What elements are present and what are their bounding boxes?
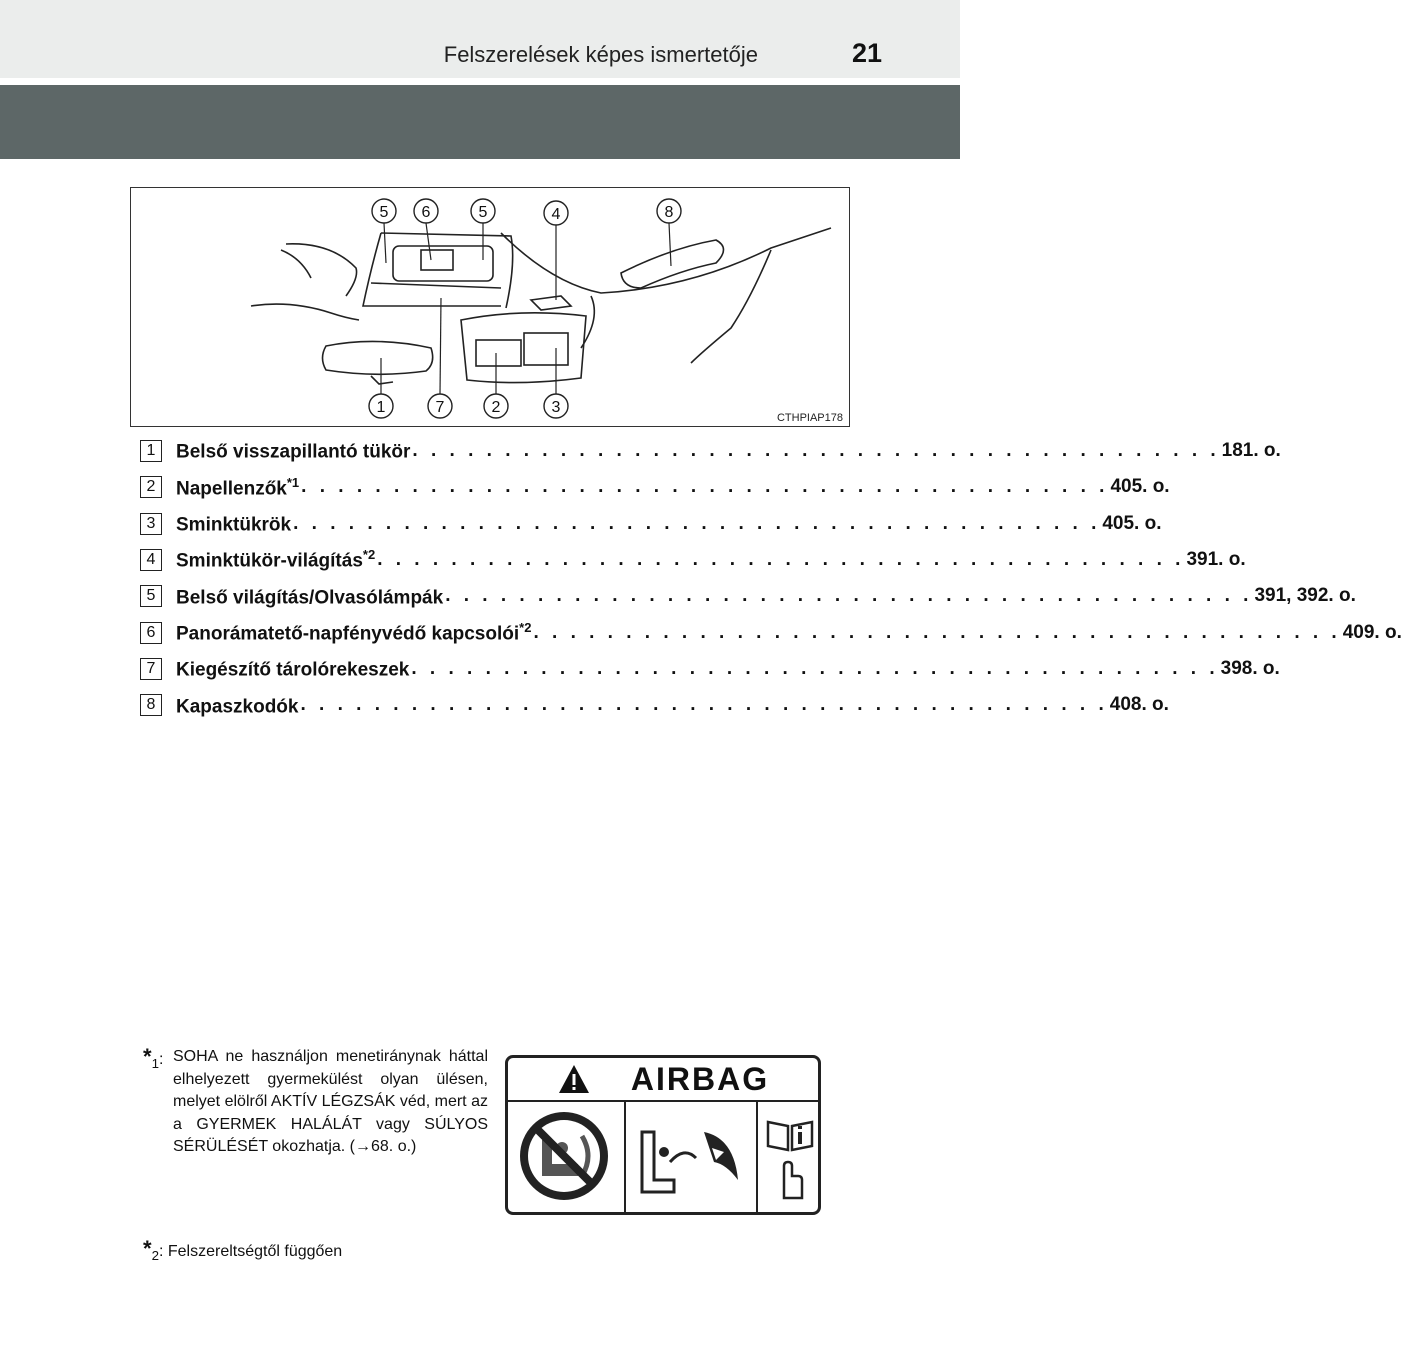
item-list <box>140 433 1402 723</box>
footnote-1-text: SOHA ne használjon menetiránynak háttal elhelyezett gyermekülést olyan ülésen, melyet elölről AKTÍV LÉGZSÁK véd, mert az a GYERMEK HALÁLÁT vagy SÚLYOS SÉRÜLÉSÉT okozhatja. (→68. o.) <box>173 1048 488 1155</box>
leader-dots: . . . . . . . . . . . . . . . . . . . . . . . . . . . . . . . . . . . . . . . . . . . . <box>301 476 1109 498</box>
item-label: Kiegészítő tárolórekeszek <box>176 659 410 681</box>
list-item <box>140 433 1281 469</box>
leader-dots: . . . . . . . . . . . . . . . . . . . . . . . . . . . . . . . . . . . . . . . . . . . . <box>300 694 1108 716</box>
airbag-label-header <box>508 1058 818 1102</box>
page-number: 21 <box>851 38 882 68</box>
airbag-label-cells <box>508 1102 818 1214</box>
item-number: 7 <box>140 658 162 680</box>
item-label: Sminktükrök <box>176 514 292 536</box>
item-label: Kapaszkodók <box>176 695 299 717</box>
footnote-1 <box>143 1046 488 1159</box>
leader-dots: . . . . . . . . . . . . . . . . . . . . . . . . . . . . . . . . . . . . . . . . . . . . <box>411 657 1219 679</box>
item-number: 1 <box>140 440 162 462</box>
item-number: 8 <box>140 694 162 716</box>
item-page[interactable]: 405. o. <box>1110 476 1170 498</box>
item-label: Sminktükör-világítás$^{*2}$ <box>176 547 376 572</box>
item-number: 4 <box>140 549 162 571</box>
list-item <box>140 469 1170 505</box>
item-page[interactable]: 409. o. <box>1342 621 1402 643</box>
leader-dots: . . . . . . . . . . . . . . . . . . . . . . . . . . . . . . . . . . . . . . . . . . . . <box>445 585 1253 607</box>
warning-triangle-icon <box>557 1063 591 1095</box>
figure-code: CTHPIAP178 <box>776 412 843 424</box>
item-label: Napellenzők$^{*1}$ <box>176 474 300 500</box>
item-page[interactable]: 391. o. <box>1186 549 1246 571</box>
callout-1: 1 <box>376 399 386 416</box>
callout-3: 3 <box>551 399 561 416</box>
callout-4: 4 <box>551 206 561 223</box>
leader-dots: . . . . . . . . . . . . . . . . . . . . . . . . . . . . . . . . . . . . . . . . . . . . <box>377 549 1185 571</box>
item-page[interactable]: 408. o. <box>1109 694 1169 716</box>
no-rear-facing-child-seat-icon <box>508 1102 624 1214</box>
item-number: 2 <box>140 476 162 498</box>
item-label: Belső világítás/Olvasólámpák <box>176 587 444 608</box>
section-band <box>0 85 960 159</box>
airbag-word: AIRBAG <box>630 1060 770 1097</box>
callout-6: 6 <box>421 204 431 221</box>
item-page[interactable]: 391, 392. o. <box>1254 585 1356 607</box>
list-item <box>140 578 1356 614</box>
callout-8: 8 <box>664 204 674 221</box>
item-label: Panorámatető-napfényvédő kapcsolói$^{*2}$ <box>176 619 532 645</box>
list-item <box>140 651 1280 687</box>
airbag-warning-label <box>505 1055 821 1215</box>
item-number: 5 <box>140 585 162 607</box>
leader-dots: . . . . . . . . . . . . . . . . . . . . . . . . . . . . . . . . . . . . . . . . . . . . <box>533 621 1341 643</box>
list-item <box>140 614 1402 650</box>
callout-2: 2 <box>491 399 501 416</box>
item-page[interactable]: 181. o. <box>1221 440 1281 462</box>
item-label: Belső visszapillantó tükör <box>176 441 411 463</box>
item-number: 3 <box>140 513 162 535</box>
footnote-1-mark: $*_1$: <box>143 1044 164 1072</box>
list-item <box>140 542 1246 578</box>
list-item <box>140 687 1169 723</box>
child-seat-airbag-cell <box>626 1102 758 1214</box>
header-title: Felszerelések képes ismertetője <box>443 42 758 67</box>
item-page[interactable]: 405. o. <box>1102 512 1162 534</box>
item-number: 6 <box>140 622 162 644</box>
callout-7: 7 <box>435 399 445 416</box>
manual-info-icon <box>758 1102 822 1214</box>
interior-figure <box>130 187 850 427</box>
child-seat-airbag-icon <box>626 1102 756 1214</box>
footnote-2: $*_2$: Felszereltségtől függően <box>143 1236 343 1264</box>
list-item <box>140 506 1162 542</box>
leader-dots: . . . . . . . . . . . . . . . . . . . . . . . . . . . . . . . . . . . . . . . . . . . . <box>293 512 1101 534</box>
callout-5b: 5 <box>478 204 488 221</box>
item-page[interactable]: 398. o. <box>1220 657 1280 679</box>
footnote-2-text: Felszereltségtől függően <box>167 1243 343 1260</box>
interior-illustration <box>131 188 851 428</box>
callout-5a: 5 <box>379 204 389 221</box>
no-rear-facing-child-seat-cell <box>508 1102 626 1214</box>
leader-dots: . . . . . . . . . . . . . . . . . . . . . . . . . . . . . . . . . . . . . . . . . . . . <box>412 440 1220 462</box>
manual-info-cell <box>758 1102 822 1214</box>
